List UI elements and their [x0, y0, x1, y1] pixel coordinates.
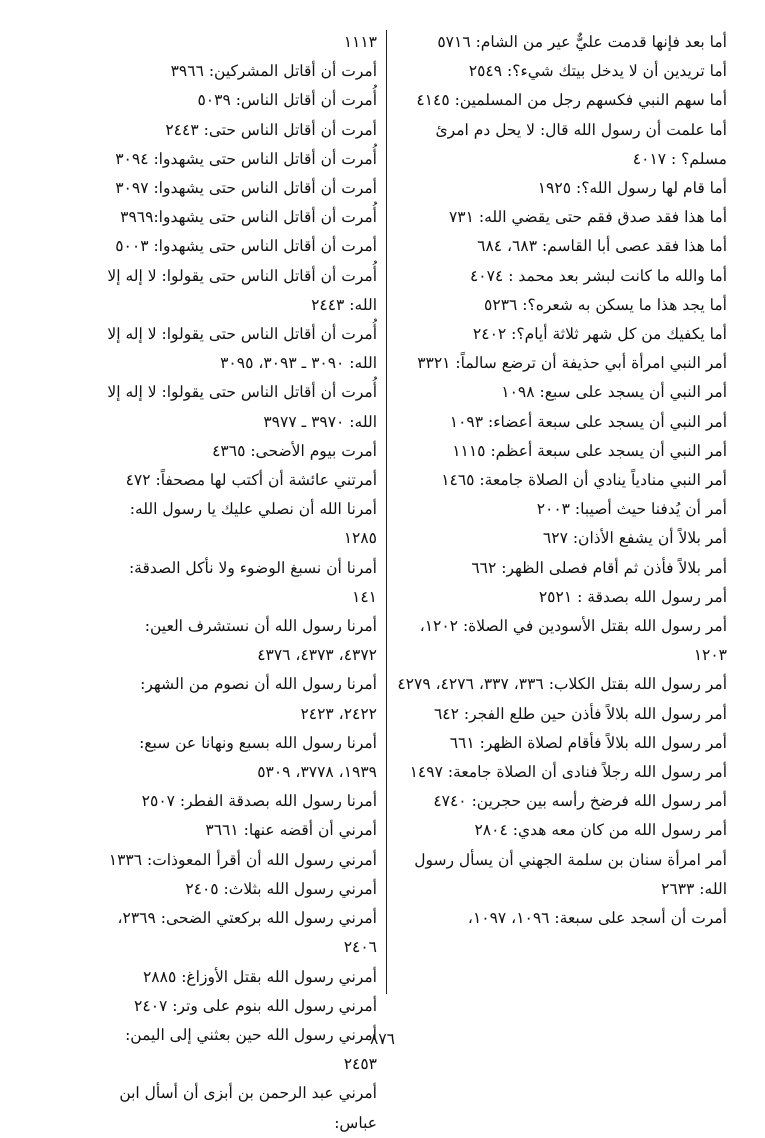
index-entry: أما يجد هذا ما يسكن به شعره؟: ٥٢٣٦	[484, 295, 727, 314]
index-entry: أمرت بيوم الأضحى: ٤٣٦٥	[212, 441, 377, 460]
index-entry: أمر رسول الله بلالاً فأذن حين طلع الفجر: ٦٤٢	[433, 704, 727, 723]
index-entry: أمرني أن أقضه عنها: ٣٦٦١	[205, 821, 377, 840]
index-entry: أما علمت أن رسول الله قال: لا يحل دم امرئ مسلم؟ : ٤٠١٧	[435, 120, 727, 168]
index-entry: أمر رسول الله بقتل الأسودين في الصلاة: ١٢٠٢، ١٢٠٣	[419, 617, 727, 665]
index-entry: أما هذا فقد عصى أبا القاسم: ٦٨٣، ٦٨٤	[477, 237, 727, 256]
index-entry: أمر بلالاً أن يشفع الأذان: ٦٢٧	[542, 529, 727, 548]
index-entry: أمر رسول الله بصدقة : ٢٥٢١	[538, 587, 727, 606]
index-entry: أمرنا الله أن نصلي عليك يا رسول الله: ١٢٨٥	[129, 500, 377, 548]
index-entry: أُمرت أن أقاتل الناس حتى يشهدوا:٣٩٦٩	[120, 208, 377, 227]
index-column-left	[105, 28, 377, 1138]
index-entry: أمرت أن أقاتل الناس حتى يشهدوا: ٣٠٩٧	[115, 179, 377, 198]
index-entry: أمر النبي أن يسجد على سبع: ١٠٩٨	[501, 383, 727, 402]
index-entry: أمر أن يُدفنا حيث أصيبا: ٢٠٠٣	[536, 500, 727, 519]
index-entry: أمرني رسول الله بركعتي الضحى: ٢٣٦٩، ٢٤٠٦	[117, 909, 377, 957]
index-entry: أمرنا رسول الله بصدقة الفطر: ٢٥٠٧	[141, 792, 377, 811]
index-entry: أُمرت أن أقاتل الناس حتى يشهدوا: ٣٠٩٤	[115, 149, 377, 168]
index-entry: أُمرت أن أقاتل الناس حتى يقولوا: لا إله إلا الله: ٣٩٧٠ ـ ٣٩٧٧	[107, 383, 377, 431]
index-entry: أمر النبي أن يسجد على سبعة أعظم: ١١١٥	[452, 441, 727, 460]
index-entry: أما سهم النبي فكسهم رجل من المسلمين: ٤١٤٥	[416, 91, 727, 110]
index-entry: أما تريدين أن لا يدخل بيتك شيء؟: ٢٥٤٩	[468, 62, 727, 81]
index-entry: أمر رسول الله من كان معه هدي: ٢٨٠٤	[474, 821, 727, 840]
index-entry: أمرتني عائشة أن أكتب لها مصحفاً: ٤٧٢	[125, 471, 377, 490]
index-entry: أمر امرأة سنان بن سلمة الجهني أن يسأل رسول الله: ٢٦٣٣	[414, 850, 727, 898]
index-entry: أمرنا رسول الله أن نستشرف العين: ٤٣٧٢، ٤٣٧٣، ٤٣٧٦	[144, 617, 377, 665]
index-entry: أمر رسول الله بقتل الكلاب: ٣٣٦، ٣٣٧، ٤٢٧٦، ٤٢٧٩	[397, 675, 727, 694]
index-entry: أما والله ما كانت لبشر بعد محمد : ٤٠٧٤	[469, 266, 727, 285]
index-entry: أما يكفيك من كل شهر ثلاثة أيام؟: ٢٤٠٢	[472, 325, 727, 344]
index-entry: أمرني رسول الله أن أقرأ المعوذات: ١٣٣٦	[108, 850, 377, 869]
index-entry: أُمرت أن أقاتل الناس حتى يقولوا: لا إله إلا الله: ٣٠٩٠ ـ ٣٠٩٣، ٣٠٩٥	[107, 325, 377, 373]
index-entry: أمرنا رسول الله أن نصوم من الشهر: ٢٤٢٢، ٢٤٢٣	[140, 675, 377, 723]
index-entry: أُمرت أن أقاتل الناس حتى يقولوا: لا إله إلا الله: ٢٤٤٣	[107, 266, 377, 314]
index-entry: أُمرت أن أقاتل الناس: ٥٠٣٩	[197, 91, 377, 110]
index-entry: أمرني عبد الرحمن بن أبزى أن أسأل ابن عباس:	[119, 1084, 377, 1132]
index-entry: أمر بلالاً فأذن ثم أقام فصلى الظهر: ٦٦٢	[471, 558, 727, 577]
index-entry: أمر رسول الله بلالاً فأقام لصلاة الظهر: ٦٦١	[449, 733, 727, 752]
index-entry: أمرني رسول الله بنوم على وتر: ٢٤٠٧	[134, 996, 377, 1015]
index-entry: أمر رسول الله رجلاً فنادى أن الصلاة جامعة: ١٤٩٧	[409, 763, 727, 782]
index-entry: أما هذا فقد صدق فقم حتى يقضي الله: ٧٣١	[448, 208, 727, 227]
index-entry: أمر رسول الله فرضخ رأسه بين حجرين: ٤٧٤٠	[433, 792, 727, 811]
index-entry: أمر النبي امرأة أبي حذيفة أن ترضع سالماً: ٣٣٢١	[417, 354, 727, 373]
index-entry: أما قام لها رسول الله؟: ١٩٢٥	[537, 179, 727, 198]
index-entry: أمرت أن أقاتل المشركين: ٣٩٦٦	[170, 62, 377, 81]
index-entry: أما بعد فإنها قدمت عليٌّ عير من الشام: ٥٧١٦	[437, 33, 727, 51]
index-entry: أمرني رسول الله حين بعثني إلى اليمن: ٢٤٥٣	[125, 1025, 377, 1074]
index-entry: أمرني رسول الله بقتل الأوزاغ: ٢٨٨٥	[142, 967, 377, 986]
page-number: ٨٧٦	[370, 1030, 395, 1048]
index-column-right	[395, 28, 727, 933]
index-entry: ١١١٣	[343, 33, 377, 51]
index-entry: أمرت أن أسجد على سبعة: ١٠٩٦، ١٠٩٧،	[467, 909, 727, 928]
index-entry: أمرنا أن نسبغ الوضوء ولا نأكل الصدقة: ١٤١	[128, 558, 377, 606]
index-entry: أمر النبي أن يسجد على سبعة أعضاء: ١٠٩٣	[449, 412, 727, 431]
index-entry: أمرت أن أقاتل الناس حتى: ٢٤٤٣	[165, 120, 377, 139]
index-entry: أمرنا رسول الله بسبع ونهانا عن سبع: ١٩٣٩، ٣٧٧٨، ٥٣٠٩	[139, 733, 377, 782]
index-entry: أمرت أن أقاتل الناس حتى يشهدوا: ٥٠٠٣	[115, 237, 377, 256]
index-entry: أمر النبي منادياً ينادي أن الصلاة جامعة: ١٤٦٥	[441, 471, 727, 490]
index-entry: أمرني رسول الله بثلاث: ٢٤٠٥	[185, 879, 377, 898]
column-divider	[386, 30, 387, 994]
